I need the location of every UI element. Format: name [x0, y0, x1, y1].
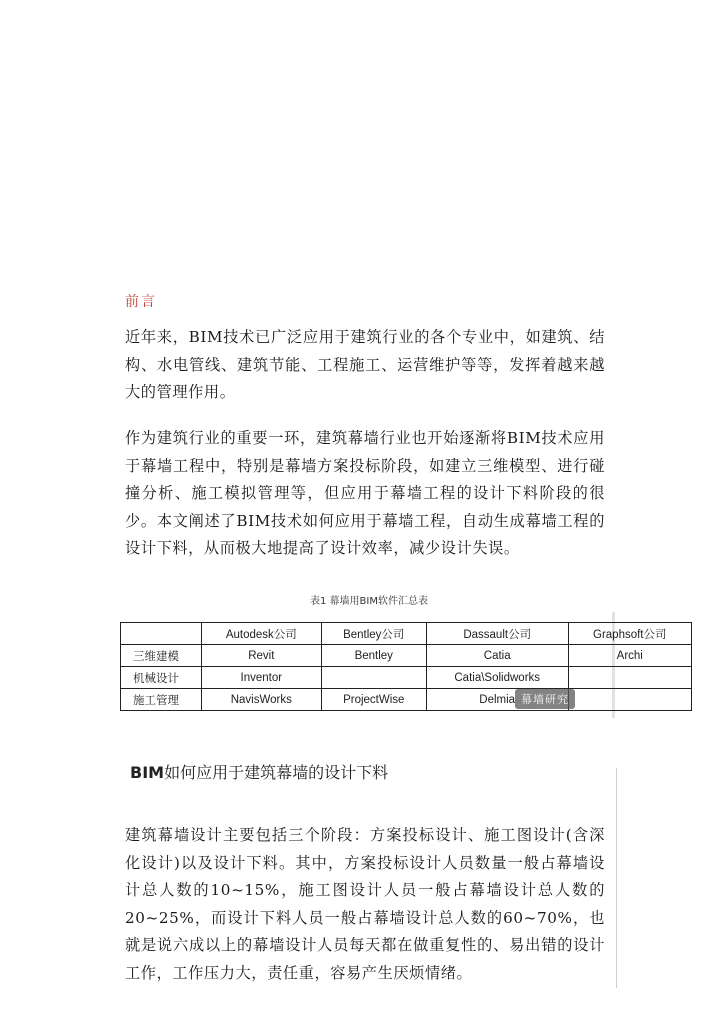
table-cell: Inventor: [202, 667, 322, 689]
table-cell: Revit: [202, 645, 322, 667]
table-header-cell: [121, 623, 202, 645]
table-row: [121, 667, 692, 689]
table-header-cell: Bentley公司: [321, 623, 426, 645]
table-header-cell: Autodesk公司: [202, 623, 322, 645]
table-caption: 表1 幕墙用BIM软件汇总表: [310, 596, 428, 607]
table-row-label: 三维建模: [121, 645, 202, 667]
table-cell: [568, 689, 691, 711]
table-cell: Archi: [568, 645, 691, 667]
intro-heading: 前言: [125, 294, 157, 310]
bim-software-table: [120, 622, 692, 711]
watermark-logo: 幕墙研究: [515, 689, 575, 709]
table-row-label: 施工管理: [121, 689, 202, 711]
table-header-row: [121, 623, 692, 645]
paragraph-intro: 近年来，BIM技术已广泛应用于建筑行业的各个专业中，如建筑、结构、水电管线、建筑节能、工程施工、运营维护等等，发挥着越来越大的管理作用。: [125, 328, 605, 401]
section-title-bold: BIM: [130, 763, 165, 782]
table-header-cell: Dassault公司: [426, 623, 568, 645]
table-cell: [568, 667, 691, 689]
table-row: [121, 645, 692, 667]
table-cell: Catia: [426, 645, 568, 667]
table-cell: ProjectWise: [321, 689, 426, 711]
section-title: [130, 760, 388, 783]
table-cell: NavisWorks: [202, 689, 322, 711]
table-row: [121, 689, 692, 711]
table-cell: Catia\Solidworks: [426, 667, 568, 689]
table-row-label: 机械设计: [121, 667, 202, 689]
margin-divider: [616, 768, 617, 988]
table-cell: [321, 667, 426, 689]
table-cell: Delmia: [426, 689, 568, 711]
table-header-cell: Graphsoft公司: [568, 623, 691, 645]
paragraph-curtain-wall: 作为建筑行业的重要一环，建筑幕墙行业也开始逐渐将BIM技术应用于幕墙工程中，特别是幕墙方案投标阶段，如建立三维模型、进行碰撞分析、施工模拟管理等，但应用于幕墙工程的设计下料阶段的很少。本文阐述了BIM技术如何应用于幕墙工程，自动生成幕墙工程的设计下料，从而极大地提高了设计效率，减少设计失误。: [125, 429, 605, 557]
paragraph-design-stages: 建筑幕墙设计主要包括三个阶段：方案投标设计、施工图设计(含深化设计)以及设计下料。其中，方案投标设计人员数量一般占幕墙设计总人数的10~15%，施工图设计人员一般占幕墙设计总人数的20~25%，而设计下料人员一般占幕墙设计总人数的60~70%，也就是说六成以上的幕墙设计人员每天都在做重复性的、易出错的设计工作，工作压力大，责任重，容易产生厌烦情绪。: [125, 826, 605, 982]
table-cell: Bentley: [321, 645, 426, 667]
section-title-rest: 如何应用于建筑幕墙的设计下料: [164, 763, 389, 782]
